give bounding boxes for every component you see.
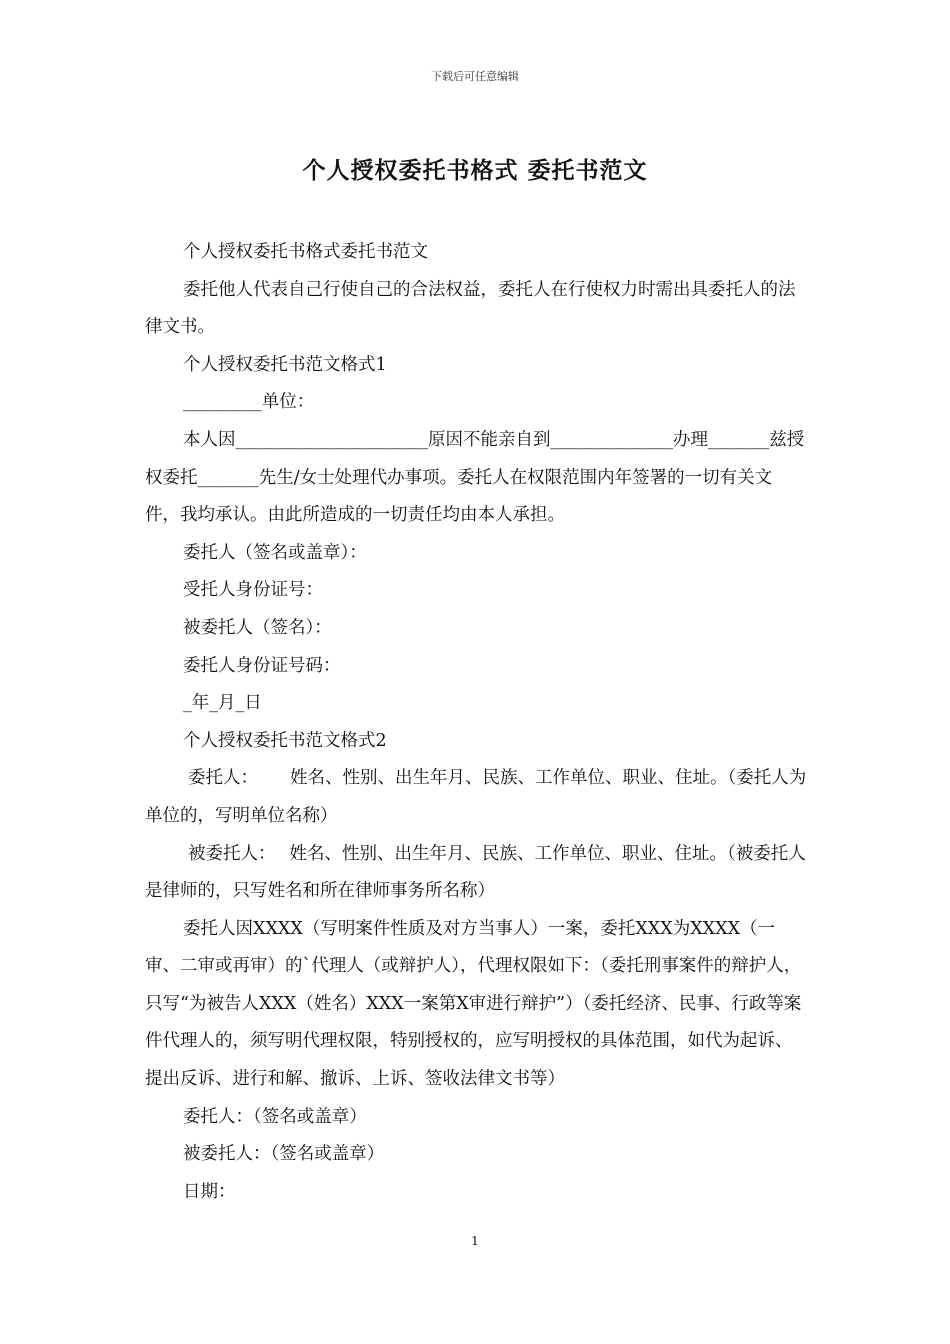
- signature-line: 委托人身份证号码：: [183, 655, 341, 676]
- document-title: 个人授权委托书格式 委托书范文: [302, 157, 648, 184]
- section-heading: 个人授权委托书范文格式2: [183, 730, 387, 751]
- principal-label: 委托人：: [188, 768, 258, 789]
- authorization-paragraph: 委托人因XXXX（写明案件性质及对方当事人）一案，委托XXX为XXXX（一审、二审或再审）的`代理人（或辩护人），代理权限如下：（委托刑事案件的辩护人，只写“为被告人XXX（姓名）XXX一案第X审进行辩护”）（委托经济、民事、行政等案件代理人的，须写明代理权限，特别授权的，应写明授权的具体范围，如代为起诉、提出反诉、进行和解、撤诉、上诉、签收法律文书等）: [145, 918, 802, 1090]
- agent-paragraph: [145, 836, 807, 911]
- paragraph: 本人因______________________原因不能亲自到______________办理_______兹授权委托_______先生/女士处理代办事项。委托人在权限范围内年签署的一切有关文件，我均承认。由此所造成的一切责任均由本人承担。: [145, 429, 805, 526]
- page-number: 1: [471, 1234, 479, 1248]
- signature-line: 被委托人（签名）：: [183, 617, 332, 638]
- document-body: [145, 234, 807, 1211]
- agent-info: 姓名、性别、出生年月、民族、工作单位、职业、住址。（被委托人是律师的，只写姓名和所在律师事务所名称）: [145, 843, 806, 902]
- principal-paragraph: [145, 760, 807, 835]
- header-note: 下载后可任意编辑: [431, 70, 519, 83]
- principal-info: 姓名、性别、出生年月、民族、工作单位、职业、住址。（委托人为单位的，写明单位名称）: [145, 768, 807, 826]
- paragraph: 个人授权委托书格式委托书范文: [183, 242, 428, 262]
- closing-line: 日期：: [183, 1181, 236, 1202]
- signature-line: 委托人（签名或盖章）：: [183, 542, 367, 563]
- closing-line: 被委托人：（签名或盖章）: [183, 1144, 385, 1165]
- paragraph: _________单位：: [183, 392, 315, 413]
- closing-line: 委托人：（签名或盖章）: [183, 1106, 367, 1127]
- agent-label: 被委托人：: [188, 843, 276, 864]
- signature-line: 受托人身份证号：: [183, 580, 323, 601]
- section-heading: 个人授权委托书范文格式1: [183, 354, 387, 375]
- paragraph: 委托他人代表自己行使自己的合法权益，委托人在行使权力时需出具委托人的法律文书。: [145, 279, 796, 338]
- date-line: _年_月_日: [183, 693, 262, 714]
